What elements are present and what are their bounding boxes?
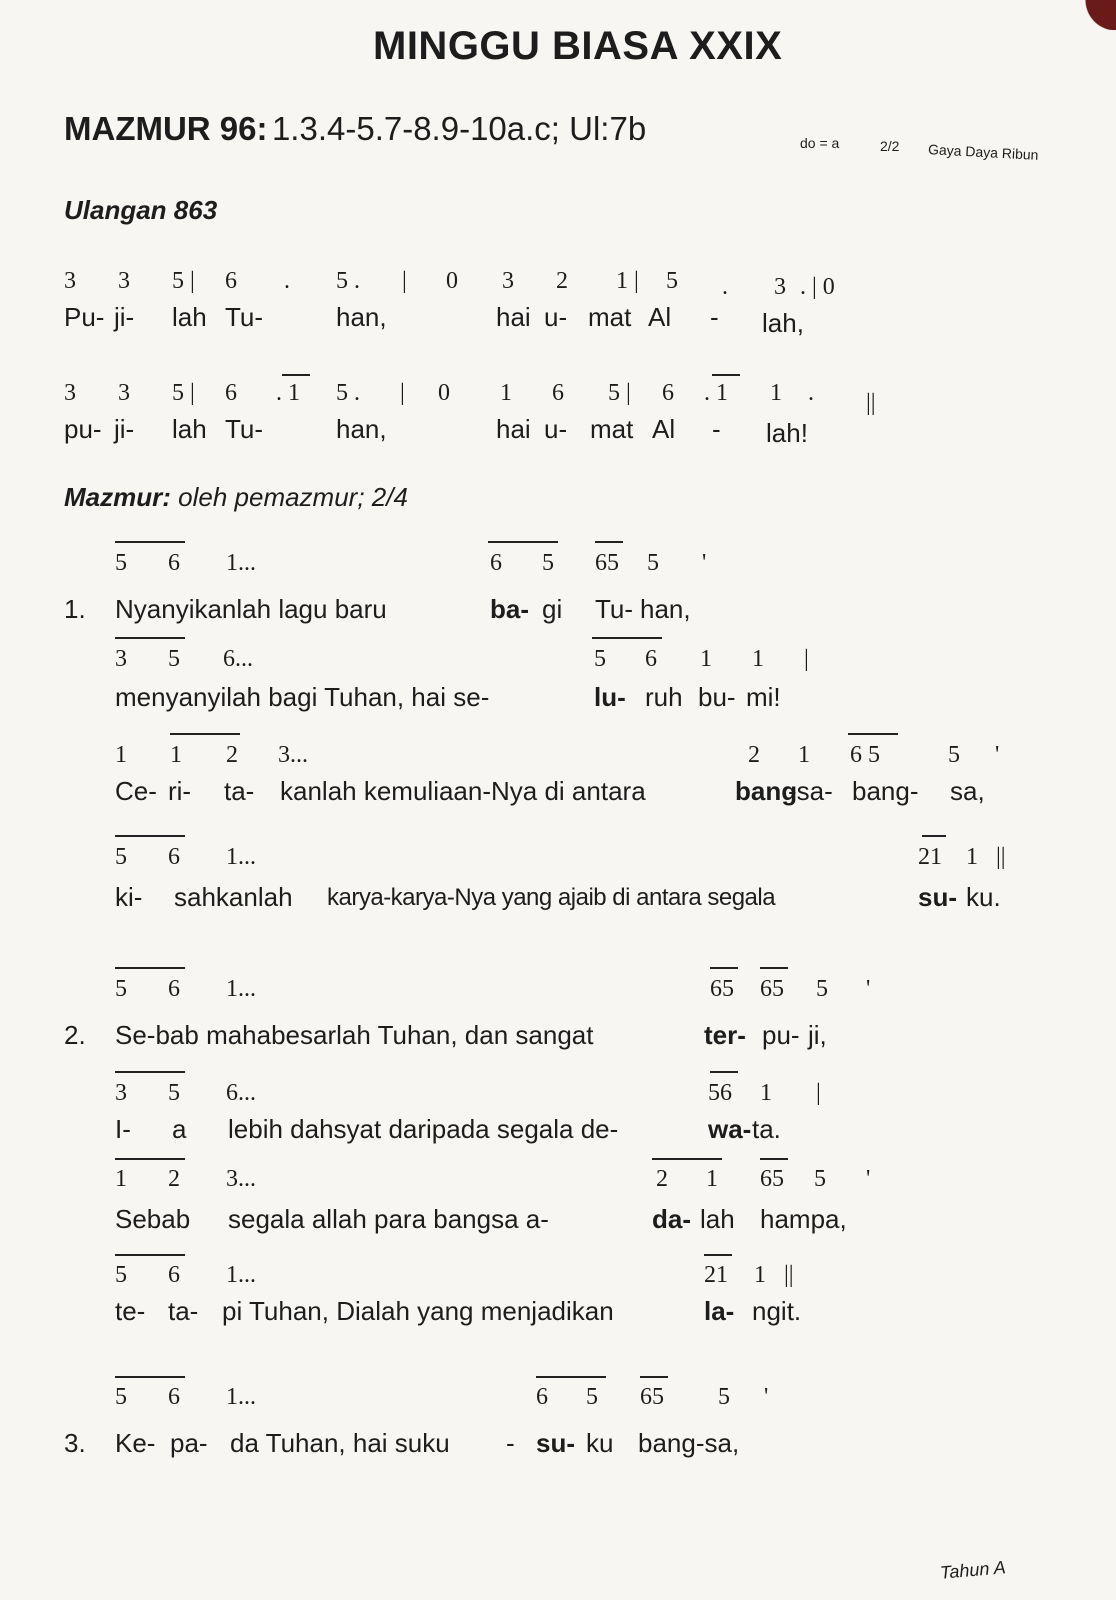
overline: [595, 541, 623, 543]
lyric: pu-: [64, 414, 102, 444]
overline: [115, 967, 185, 969]
lyric: karya-karya-Nya yang ajaib di antara segala: [327, 884, 776, 911]
note: 5 |: [172, 268, 195, 294]
page-corner-decoration: [1076, 0, 1116, 30]
note: 3: [115, 646, 127, 672]
lyric: han,: [640, 594, 691, 624]
note: .: [284, 268, 290, 294]
lyric: mi!: [746, 682, 781, 712]
lyric: ku.: [966, 882, 1001, 912]
note: 21: [918, 844, 942, 870]
note: 5: [814, 1166, 826, 1192]
overline: [170, 733, 240, 735]
lyric: I-: [115, 1114, 131, 1144]
key-signature: do = a: [800, 135, 840, 151]
note: 5: [948, 742, 960, 768]
overline: [488, 541, 558, 543]
overline: [115, 541, 185, 543]
psalmody-heading-label: Mazmur:: [64, 482, 171, 512]
lyric: Tu-: [225, 414, 264, 444]
lyric: Al: [652, 414, 676, 444]
note: 1: [798, 742, 810, 768]
note: .: [808, 380, 814, 406]
note: 5: [816, 976, 828, 1002]
note: 1...: [226, 1384, 256, 1410]
note: 1: [966, 844, 978, 870]
note: 6: [168, 1384, 180, 1410]
time-signature: 2/2: [880, 138, 900, 154]
note: 5: [115, 976, 127, 1002]
overline: [536, 1376, 606, 1378]
note: 5: [115, 1384, 127, 1410]
final-barline: ||: [996, 844, 1006, 870]
note: 1: [770, 380, 782, 406]
page-title: MINGGU BIASA XXIX: [373, 24, 783, 68]
refrain-heading: Ulangan 863: [64, 195, 218, 225]
overline: [652, 1158, 722, 1160]
lyric: ki-: [115, 882, 143, 912]
note: ': [764, 1384, 769, 1410]
psalm-header: [64, 110, 646, 148]
lyric: u-: [544, 302, 568, 332]
overline: [115, 1254, 185, 1256]
note: 3: [502, 268, 514, 294]
note: ': [995, 742, 1000, 768]
note: 5: [586, 1384, 598, 1410]
lyric: hai: [496, 414, 531, 444]
lyric: -: [710, 302, 719, 332]
overline: [115, 835, 185, 837]
note: 21: [704, 1262, 728, 1288]
note: 1: [115, 1166, 127, 1192]
lyric: ruh: [645, 682, 683, 712]
lyric: hai: [496, 302, 531, 332]
note: 1...: [226, 844, 256, 870]
lyric: lah,: [762, 308, 804, 338]
lyric: kanlah kemuliaan-Nya di antara: [280, 776, 646, 806]
lyric: -sa-: [788, 776, 833, 806]
note: 5 |: [172, 380, 195, 406]
overline: [704, 1254, 732, 1256]
overline: [115, 1071, 185, 1073]
lyric: bu-: [698, 682, 736, 712]
note: |: [816, 1080, 821, 1106]
note: 3: [774, 274, 786, 300]
lyric: ri-: [168, 776, 192, 806]
lyric: sa,: [950, 776, 985, 806]
note: 0: [446, 268, 458, 294]
note: 6: [168, 844, 180, 870]
overline: [848, 733, 898, 735]
note: 6: [168, 976, 180, 1002]
overline: [760, 1158, 788, 1160]
note: 65: [640, 1384, 664, 1410]
lyric: lah: [172, 414, 207, 444]
overline: [922, 835, 946, 837]
lyric: te-: [115, 1296, 146, 1326]
note: 2: [656, 1166, 668, 1192]
note: 65: [595, 550, 619, 576]
note: 3: [118, 268, 130, 294]
lyric: ji-: [114, 302, 135, 332]
note: 1...: [226, 1262, 256, 1288]
note: |: [804, 646, 809, 672]
overline: [592, 637, 662, 639]
overline: [640, 1376, 668, 1378]
note: 2: [226, 742, 238, 768]
final-barline: ||: [866, 390, 876, 416]
note: 2: [556, 268, 568, 294]
overline: [712, 374, 740, 376]
note: 5: [115, 550, 127, 576]
note: 1...: [226, 976, 256, 1002]
psalmody-heading: [64, 482, 408, 513]
lyric: ta-: [168, 1296, 199, 1326]
lyric: a: [172, 1114, 187, 1144]
note: 5: [718, 1384, 730, 1410]
note: 6: [168, 550, 180, 576]
lyric: lah: [172, 302, 207, 332]
footer-year: Tahun A: [939, 1557, 1007, 1583]
note: 5: [647, 550, 659, 576]
note: 1...: [226, 550, 256, 576]
note: 5 |: [608, 380, 631, 406]
lyric: u-: [544, 414, 568, 444]
lyric: ta.: [752, 1114, 781, 1144]
lyric: Ke-: [115, 1428, 156, 1458]
lyric: pa-: [170, 1428, 208, 1458]
lyric: hampa,: [760, 1204, 847, 1234]
lyric: pu-: [762, 1020, 800, 1050]
note: 5: [168, 646, 180, 672]
lyric: gi: [542, 594, 563, 624]
lyric: Al: [648, 302, 672, 332]
lyric: ji-: [114, 414, 135, 444]
note: 6: [490, 550, 502, 576]
note: 1: [700, 646, 712, 672]
note: 65: [710, 976, 734, 1002]
lyric: han,: [336, 414, 387, 444]
note: 6: [168, 1262, 180, 1288]
note: |: [402, 268, 407, 294]
lyric: mat: [590, 414, 634, 444]
note: 3...: [278, 742, 308, 768]
lyric: -: [712, 414, 721, 444]
note: 6: [225, 380, 237, 406]
note: 1: [170, 742, 182, 768]
note: 65: [760, 976, 784, 1002]
note: . 1: [704, 380, 728, 406]
note: 5 .: [336, 268, 360, 294]
note: |: [400, 380, 405, 406]
psalm-reference: 1.3.4-5.7-8.9-10a.c; Ul:7b: [271, 110, 647, 147]
lyric: Se-bab mahabesarlah Tuhan, dan sangat: [115, 1020, 594, 1050]
note: 1: [760, 1080, 772, 1106]
final-barline: ||: [784, 1262, 794, 1288]
lyric: bang-sa,: [638, 1428, 740, 1458]
lyric-stressed: ter-: [704, 1020, 746, 1050]
lyric: bang-: [852, 776, 919, 806]
verse-number: 2.: [64, 1020, 86, 1050]
lyric-stressed: la-: [704, 1296, 735, 1326]
note: 3...: [226, 1166, 256, 1192]
lyric: ku: [586, 1428, 614, 1458]
lyric: Ce-: [115, 776, 157, 806]
note: 6: [536, 1384, 548, 1410]
lyric: lah: [700, 1204, 735, 1234]
overline: [710, 967, 738, 969]
note: 3: [64, 380, 76, 406]
lyric: Nyanyikanlah lagu baru: [115, 594, 387, 624]
note: ': [866, 1166, 871, 1192]
note: 5: [168, 1080, 180, 1106]
note: 6 5: [850, 742, 880, 768]
lyric-stressed: ba-: [490, 594, 529, 624]
psalmody-heading-detail: oleh pemazmur; 2/4: [178, 482, 408, 512]
note: 6...: [226, 1080, 256, 1106]
lyric-stressed: wa-: [708, 1114, 752, 1144]
lyric: sahkanlah: [174, 882, 293, 912]
note: 1: [115, 742, 127, 768]
lyric-stressed: su-: [536, 1428, 575, 1458]
overline: [115, 1376, 185, 1378]
note: 3: [118, 380, 130, 406]
verse-number: 3.: [64, 1428, 86, 1458]
note: 6: [662, 380, 674, 406]
lyric-stressed: bang: [735, 776, 798, 806]
note: 5: [594, 646, 606, 672]
lyric: Tu-: [225, 302, 264, 332]
note: 3: [115, 1080, 127, 1106]
note: 6...: [223, 646, 253, 672]
note: 6: [645, 646, 657, 672]
lyric: Pu-: [64, 302, 105, 332]
lyric: ta-: [224, 776, 255, 806]
lyric-stressed: da-: [652, 1204, 691, 1234]
note: 65: [760, 1166, 784, 1192]
note: 2: [168, 1166, 180, 1192]
lyric: da Tuhan, hai suku: [230, 1428, 450, 1458]
lyric-stressed: su-: [918, 882, 957, 912]
composer: Gaya Daya Ribun: [927, 141, 1039, 163]
note: 56: [708, 1080, 732, 1106]
verse-number: 1.: [64, 594, 86, 624]
overline: [115, 637, 185, 639]
note: 6: [552, 380, 564, 406]
note: 1 |: [616, 268, 639, 294]
overline: [760, 967, 788, 969]
psalm-label: MAZMUR 96:: [64, 110, 268, 147]
lyric-stressed: lu-: [594, 682, 626, 712]
lyric: Sebab: [115, 1204, 191, 1234]
lyric: ji,: [808, 1020, 827, 1050]
note: 5 .: [336, 380, 360, 406]
note: ': [702, 550, 707, 576]
lyric: Tu-: [595, 594, 634, 624]
note: 2: [748, 742, 760, 768]
note: 1: [706, 1166, 718, 1192]
overline: [710, 1071, 738, 1073]
note: 5: [666, 268, 678, 294]
note: 1: [752, 646, 764, 672]
lyric: menyanyilah bagi Tuhan, hai se-: [115, 682, 490, 712]
note: 1: [754, 1262, 766, 1288]
lyric: segala allah para bangsa a-: [228, 1204, 549, 1234]
note: ': [866, 976, 871, 1002]
lyric: lebih dahsyat daripada segala de-: [228, 1114, 619, 1144]
lyric: -: [506, 1428, 515, 1458]
lyric: ngit.: [752, 1296, 802, 1326]
lyric: lah!: [766, 418, 808, 448]
note: . | 0: [800, 274, 835, 300]
lyric: han,: [336, 302, 387, 332]
note: 5: [115, 844, 127, 870]
note: 3: [64, 268, 76, 294]
note: 5: [542, 550, 554, 576]
note: 1: [500, 380, 512, 406]
overline: [282, 374, 310, 376]
note: . 1: [276, 380, 300, 406]
lyric: mat: [588, 302, 632, 332]
note: .: [722, 274, 728, 300]
note: 0: [438, 380, 450, 406]
note: 6: [225, 268, 237, 294]
overline: [115, 1158, 185, 1160]
lyric: pi Tuhan, Dialah yang menjadikan: [222, 1296, 614, 1326]
note: 5: [115, 1262, 127, 1288]
